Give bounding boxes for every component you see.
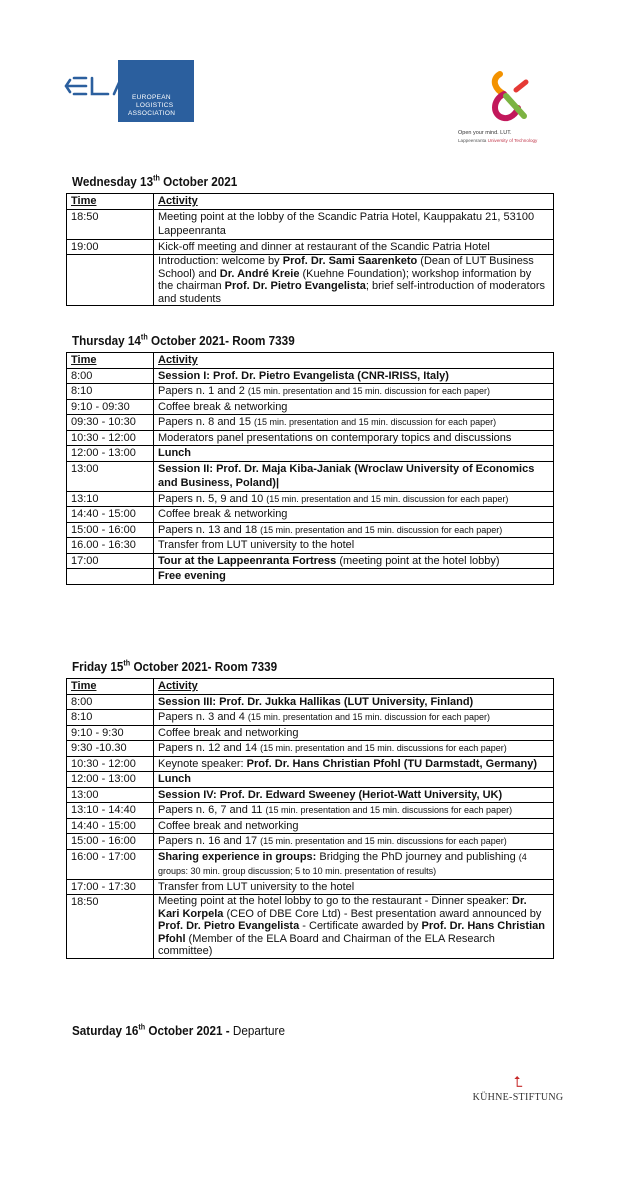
activity-text: Transfer from LUT university to the hotel	[158, 539, 355, 551]
activity-text: Bridging the PhD journey and publishing	[316, 850, 519, 863]
table-row	[67, 818, 554, 834]
activity-cell	[154, 239, 554, 255]
activity-text: Dr. André Kreie	[219, 267, 300, 280]
ela-logo-box	[118, 60, 194, 122]
table-row	[67, 694, 554, 710]
day-heading	[72, 1023, 285, 1038]
time-header: Time	[67, 194, 154, 210]
table-row	[67, 399, 554, 415]
activity-cell	[154, 725, 554, 741]
table-header-row	[67, 679, 554, 695]
table-row	[67, 569, 554, 585]
schedule-table	[66, 678, 554, 959]
table-row	[67, 834, 554, 850]
table-row	[67, 756, 554, 772]
table-row	[67, 895, 554, 959]
activity-text: Kick-off meeting and dinner at restaurant of the Scandic Patria Hotel	[158, 240, 490, 253]
activity-text: (CEO of DBE Core Ltd) - Best presentation award announced by	[223, 907, 542, 920]
activity-text: Dr. Kari Korpela	[158, 895, 527, 920]
activity-cell	[154, 849, 554, 879]
day-title-rest: October 2021- Room 7339	[147, 333, 295, 348]
activity-text: (15 min. presentation and 15 min. discussion for each paper)	[247, 386, 491, 396]
activity-cell	[154, 879, 554, 895]
activity-text: Coffee break & networking	[158, 400, 288, 413]
time-cell: 17:00	[67, 553, 154, 569]
activity-header: Activity	[154, 679, 554, 695]
activity-cell	[154, 255, 554, 306]
table-row	[67, 849, 554, 879]
activity-text: (Member of the ELA Board and Chairman of the ELA Research committee)	[158, 932, 495, 957]
activity-text: Prof. Dr. Hans Christian Pfohl	[158, 920, 545, 945]
kuehne-text: KÜHNE-STIFTUNG	[472, 1092, 564, 1103]
time-cell: 15:00 - 16:00	[67, 522, 154, 538]
time-cell: 12:00 - 13:00	[67, 772, 154, 788]
activity-text: (15 min. presentation and 15 min. discussions for each paper)	[260, 836, 507, 846]
activity-text: Meeting point at the hotel lobby to go to the restaurant - Dinner speaker:	[158, 895, 513, 907]
table-row	[67, 741, 554, 757]
activity-text: Free evening	[158, 570, 226, 582]
table-row	[67, 787, 554, 803]
time-cell: 13:00	[67, 787, 154, 803]
day-title-rest: October 2021- Room 7339	[130, 659, 278, 674]
activity-text: (15 min. presentation and 15 min. discussion for each paper)	[247, 712, 491, 722]
time-cell	[67, 255, 154, 306]
table-row	[67, 507, 554, 523]
day-title-rest: October 2021	[159, 174, 238, 189]
activity-text: Meeting point at the lobby of the Scandic Patria Hotel, Kauppakatu 21, 53100 Lappeenranta	[158, 210, 535, 237]
time-cell: 17:00 - 17:30	[67, 879, 154, 895]
day-heading	[72, 174, 237, 189]
kuehne-logo	[470, 1074, 566, 1110]
lut-subtitle: Lappeenranta University of Technology	[458, 138, 538, 143]
table-row	[67, 209, 554, 239]
activity-text: (15 min. presentation and 15 min. discussion for each paper)	[266, 493, 509, 504]
activity-cell	[154, 818, 554, 834]
activity-text: (15 min. presentation and 15 min. discussion for each paper)	[254, 417, 497, 427]
table-row	[67, 538, 554, 554]
activity-text: Tour at the Lappeenranta Fortress	[158, 554, 337, 567]
activity-cell	[154, 461, 554, 491]
activity-text: Papers n. 16 and 17	[158, 835, 261, 847]
activity-header: Activity	[154, 194, 554, 210]
table-header-row	[67, 194, 554, 210]
table-row	[67, 725, 554, 741]
lut-logo	[458, 70, 558, 152]
activity-text: Papers n. 1 and 2	[158, 385, 248, 397]
activity-text: Papers n. 6, 7 and 11	[158, 804, 266, 816]
activity-text: Coffee break and networking	[158, 726, 299, 739]
activity-text: (15 min. presentation and 15 min. discussion for each paper)	[260, 524, 503, 535]
activity-text: (4 groups: 30 min. group discussion; 5 to 10 min. presentation of results)	[158, 851, 527, 876]
ela-line1: EUROPEAN	[132, 94, 171, 101]
day-title: Thursday 14	[72, 333, 141, 348]
time-cell: 14:40 - 15:00	[67, 818, 154, 834]
table-row	[67, 368, 554, 384]
time-cell: 9:30 -10.30	[67, 741, 154, 757]
time-cell: 13:10	[67, 491, 154, 507]
time-cell: 8:10	[67, 710, 154, 726]
activity-cell	[154, 209, 554, 239]
activity-text: Session I: Prof. Dr. Pietro Evangelista (CNR-IRISS, Italy)	[158, 369, 449, 382]
activity-text: Lunch	[158, 773, 191, 785]
time-cell: 18:50	[67, 209, 154, 239]
table-row	[67, 491, 554, 507]
activity-text: Papers n. 3 and 4	[158, 711, 248, 723]
activity-cell	[154, 368, 554, 384]
time-cell: 8:10	[67, 384, 154, 400]
activity-cell	[154, 834, 554, 850]
activity-text: Papers n. 13 and 18	[158, 523, 261, 536]
ela-logo	[64, 60, 194, 122]
activity-cell	[154, 384, 554, 400]
day-heading	[72, 659, 277, 674]
day-title-sup: th	[123, 658, 131, 668]
activity-cell	[154, 553, 554, 569]
time-cell: 13:10 - 14:40	[67, 803, 154, 819]
time-cell: 10:30 - 12:00	[67, 756, 154, 772]
activity-text: Session IV: Prof. Dr. Edward Sweeney (Heriot-Watt University, UK)	[158, 788, 503, 801]
time-cell: 13:00	[67, 461, 154, 491]
activity-cell	[154, 803, 554, 819]
kuehne-k-icon: ⮤	[513, 1074, 523, 1091]
table-row	[67, 430, 554, 446]
activity-cell	[154, 787, 554, 803]
activity-cell	[154, 399, 554, 415]
activity-text: Introduction: welcome by	[158, 255, 283, 267]
time-cell: 10:30 - 12:00	[67, 430, 154, 446]
time-cell: 14:40 - 15:00	[67, 507, 154, 523]
activity-text: Coffee break & networking	[158, 508, 288, 520]
activity-text: Session II: Prof. Dr. Maja Kiba-Janiak (Wroclaw University of Economics and Business, Poland)|	[158, 462, 535, 489]
schedule-table	[66, 193, 554, 306]
activity-text: Sharing experience in groups:	[158, 850, 317, 863]
time-cell	[67, 569, 154, 585]
day-title-rest: October 2021 -	[145, 1023, 233, 1038]
time-header: Time	[67, 679, 154, 695]
activity-cell	[154, 694, 554, 710]
activity-text: Papers n. 8 and 15	[158, 416, 255, 428]
activity-cell	[154, 507, 554, 523]
activity-text: Prof. Dr. Pietro Evangelista	[158, 920, 300, 932]
ela-line3: ASSOCIATION	[128, 110, 176, 117]
activity-text: (Dean of LUT Business School) and	[158, 255, 534, 280]
table-row	[67, 803, 554, 819]
activity-cell	[154, 522, 554, 538]
activity-cell	[154, 895, 554, 959]
table-row	[67, 239, 554, 255]
activity-text: (Kuehne Foundation); workshop information by the chairman	[158, 267, 532, 292]
time-cell: 16.00 - 16:30	[67, 538, 154, 554]
time-cell: 8:00	[67, 368, 154, 384]
table-row	[67, 461, 554, 491]
activity-text: (15 min. presentation and 15 min. discussions for each paper)	[265, 805, 513, 815]
day-title-tail: Departure	[232, 1023, 285, 1038]
table-row	[67, 879, 554, 895]
activity-text: Coffee break and networking	[158, 819, 299, 832]
time-cell: 12:00 - 13:00	[67, 446, 154, 462]
table-row	[67, 710, 554, 726]
table-row	[67, 772, 554, 788]
activity-cell	[154, 446, 554, 462]
day-title: Saturday 16	[72, 1023, 139, 1038]
time-cell: 19:00	[67, 239, 154, 255]
activity-cell	[154, 430, 554, 446]
ela-line2: LOGISTICS	[136, 102, 174, 109]
time-cell: 16:00 - 17:00	[67, 849, 154, 879]
day-title: Friday 15	[72, 659, 124, 674]
activity-cell	[154, 741, 554, 757]
lut-ampersand-icon	[486, 70, 530, 124]
day-title-sup: th	[140, 332, 148, 342]
activity-cell	[154, 756, 554, 772]
time-cell: 9:10 - 9:30	[67, 725, 154, 741]
table-row	[67, 255, 554, 306]
activity-text: Transfer from LUT university to the hotel	[158, 880, 355, 893]
table-row	[67, 446, 554, 462]
activity-text: Prof. Dr. Pietro Evangelista	[224, 280, 366, 292]
time-cell: 09:30 - 10:30	[67, 415, 154, 431]
activity-cell	[154, 569, 554, 585]
activity-cell	[154, 415, 554, 431]
activity-text: Keynote speaker:	[158, 757, 247, 770]
activity-text: - Certificate awarded by	[299, 920, 422, 932]
activity-cell	[154, 710, 554, 726]
activity-text: Lunch	[158, 447, 191, 459]
activity-text: Prof. Dr. Sami Saarenketo	[282, 255, 418, 267]
time-cell: 15:00 - 16:00	[67, 834, 154, 850]
table-row	[67, 553, 554, 569]
day-title-sup: th	[138, 1022, 146, 1032]
activity-cell	[154, 538, 554, 554]
activity-header: Activity	[154, 353, 554, 369]
time-cell: 8:00	[67, 694, 154, 710]
activity-cell	[154, 772, 554, 788]
time-header: Time	[67, 353, 154, 369]
table-row	[67, 384, 554, 400]
table-row	[67, 415, 554, 431]
table-row	[67, 522, 554, 538]
day-title-sup: th	[153, 173, 160, 183]
time-cell: 9:10 - 09:30	[67, 399, 154, 415]
activity-text: Papers n. 5, 9 and 10	[158, 492, 267, 505]
activity-text: Moderators panel presentations on contemporary topics and discussions	[158, 431, 512, 444]
activity-text: Prof. Dr. Hans Christian Pfohl (TU Darmstadt, Germany)	[246, 757, 538, 770]
schedule-table	[66, 352, 554, 585]
activity-text: (15 min. presentation and 15 min. discussions for each paper)	[260, 743, 507, 753]
activity-cell	[154, 491, 554, 507]
lut-tagline: Open your mind. LUT.	[458, 130, 512, 136]
time-cell: 18:50	[67, 895, 154, 959]
table-header-row	[67, 353, 554, 369]
day-heading	[72, 333, 295, 348]
activity-text: (meeting point at the hotel lobby)	[336, 554, 500, 567]
activity-text: ; brief self-introduction of moderators and students	[158, 280, 546, 305]
activity-text: Session III: Prof. Dr. Jukka Hallikas (LUT University, Finland)	[158, 695, 474, 708]
activity-text: Papers n. 12 and 14	[158, 742, 261, 754]
day-title: Wednesday 13	[72, 174, 154, 189]
